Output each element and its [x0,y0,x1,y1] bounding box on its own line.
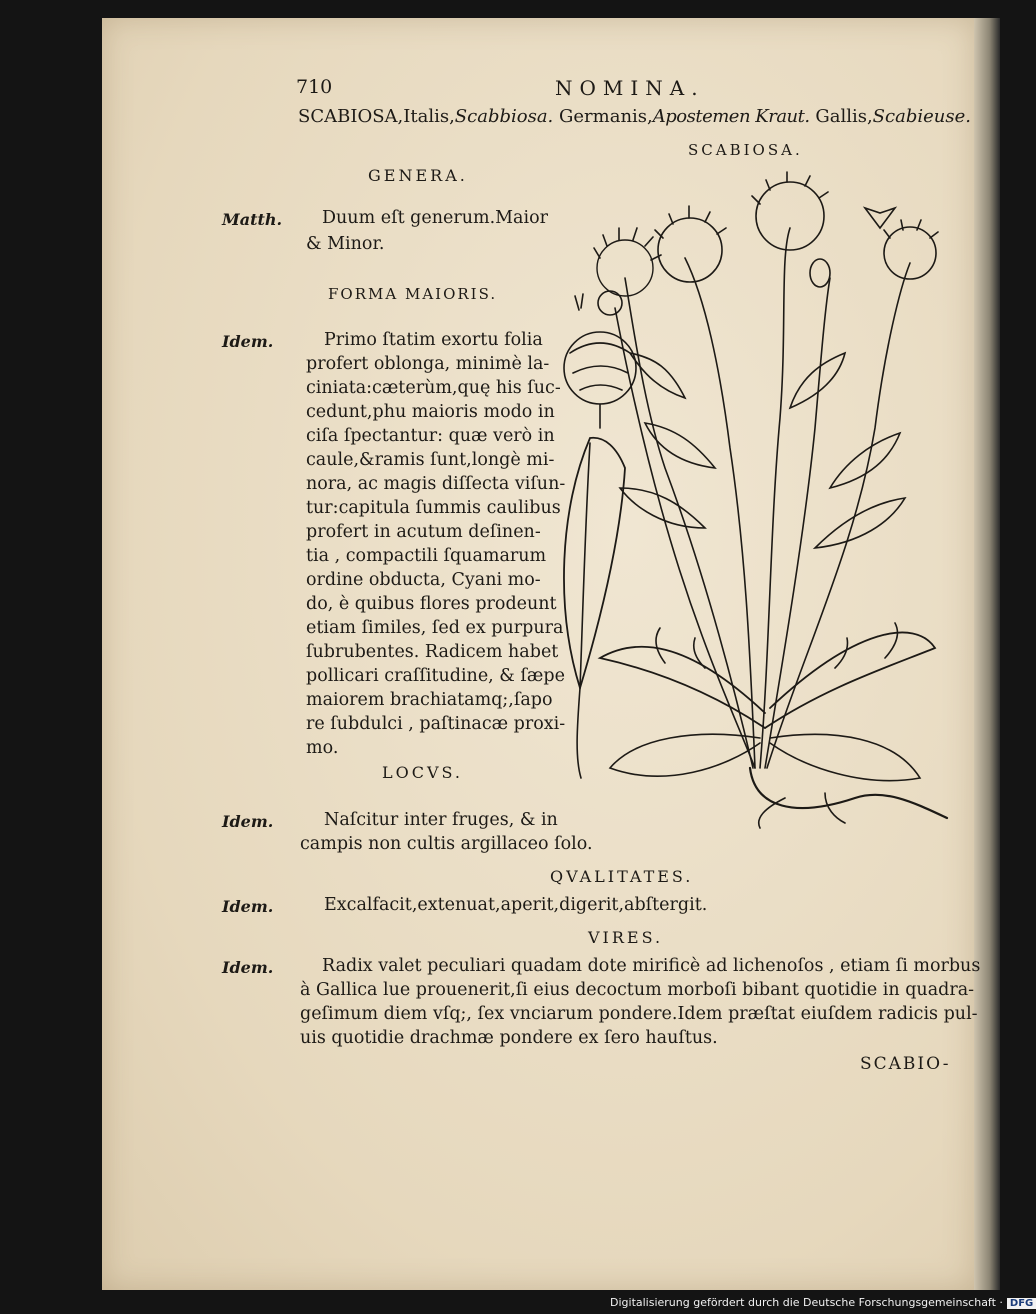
forma-line: tur:capitula ſummis caulibus [306,498,561,518]
forma-line: nora, ac magis diſſecta viſun- [306,474,566,494]
margin-note-genera: Matth. [222,210,283,229]
margin-note-locus: Idem. [222,812,274,831]
dfg-logo: DFG [1007,1298,1036,1309]
scabiosa-woodcut-illustration [555,168,955,828]
forma-line: ordine obducta, Cyani mo- [306,570,541,590]
names-line [298,106,971,127]
digitization-footer [610,1296,1036,1309]
forma-line: mo. [306,738,339,758]
forma-line: ciniata:cæterùm,quę his ſuc- [306,378,561,398]
vires-line: uis quotidie drachmæ pondere ex ſero hauſtus. [300,1028,718,1048]
forma-line: do, è quibus flores prodeunt [306,594,557,614]
catchword: SCABIO- [860,1054,951,1074]
forma-line: caule,&ramis ſunt,longè mi- [306,450,555,470]
figure-caption: SCABIOSA. [688,141,803,159]
page-number: 710 [296,76,333,98]
forma-line: maiorem brachiatamq;,ſapo [306,690,553,710]
heading-locus: LOCVS. [382,763,464,782]
german-label: Germanis, [553,106,653,127]
forma-line: re ſubdulci , paſtinacæ proxi- [306,714,566,734]
vires-line: à Gallica lue prouenerit,ſi eius decoctum morboſi bibant quotidie in quadra- [300,980,975,1000]
forma-line: ſubrubentes. Radicem habet [306,642,559,662]
french-name: Scabieuse. [872,106,971,127]
forma-line: profert in acutum deſinen- [306,522,541,542]
forma-line: ciſa ſpectantur: quæ verò in [306,426,555,446]
locus-line: campis non cultis argillaceo ſolo. [300,834,593,854]
forma-line: cedunt,phu maioris modo in [306,402,555,422]
forma-line: pollicari craſſitudine, & ſæpe [306,666,565,686]
german-name: Apostemen Kraut. [652,106,810,127]
margin-note-vires: Idem. [222,958,274,977]
margin-note-forma: Idem. [222,332,274,351]
genera-line: Duum eſt generum.Maior [322,208,548,228]
genera-line: & Minor. [306,234,385,254]
heading-qualitates: QVALITATES. [550,867,694,886]
page-edge [974,18,1000,1290]
footer-text: Digitalisierung gefördert durch die Deutsche Forschungsgemeinschaft · [610,1296,1003,1309]
vires-line: Radix valet peculiari quadam dote mirificè ad lichenoſos , etiam ſi morbus [322,956,981,976]
forma-line: profert oblonga, minimè la- [306,354,550,374]
latin-name: SCABIOSA,Italis, [298,106,455,127]
heading-genera: GENERA. [368,166,468,185]
italian-name: Scabbiosa. [454,106,554,127]
forma-line: etiam ſimiles, ſed ex purpura [306,618,564,638]
forma-line: Primo ſtatim exortu folia [324,330,543,350]
locus-line: Naſcitur inter fruges, & in [324,810,558,830]
qualitates-line: Excalfacit,extenuat,aperit,digerit,abſtergit. [324,895,708,915]
vires-line: geſimum diem vſq;, ſex vnciarum pondere.Idem præſtat eiuſdem radicis pul- [300,1004,978,1024]
french-label: Gallis, [809,106,873,127]
forma-line: tia , compactili ſquamarum [306,546,547,566]
heading-vires: VIRES. [588,928,664,947]
margin-note-qualitates: Idem. [222,897,274,916]
heading-forma: FORMA MAIORIS. [328,285,498,303]
running-head: NOMINA. [555,76,705,100]
